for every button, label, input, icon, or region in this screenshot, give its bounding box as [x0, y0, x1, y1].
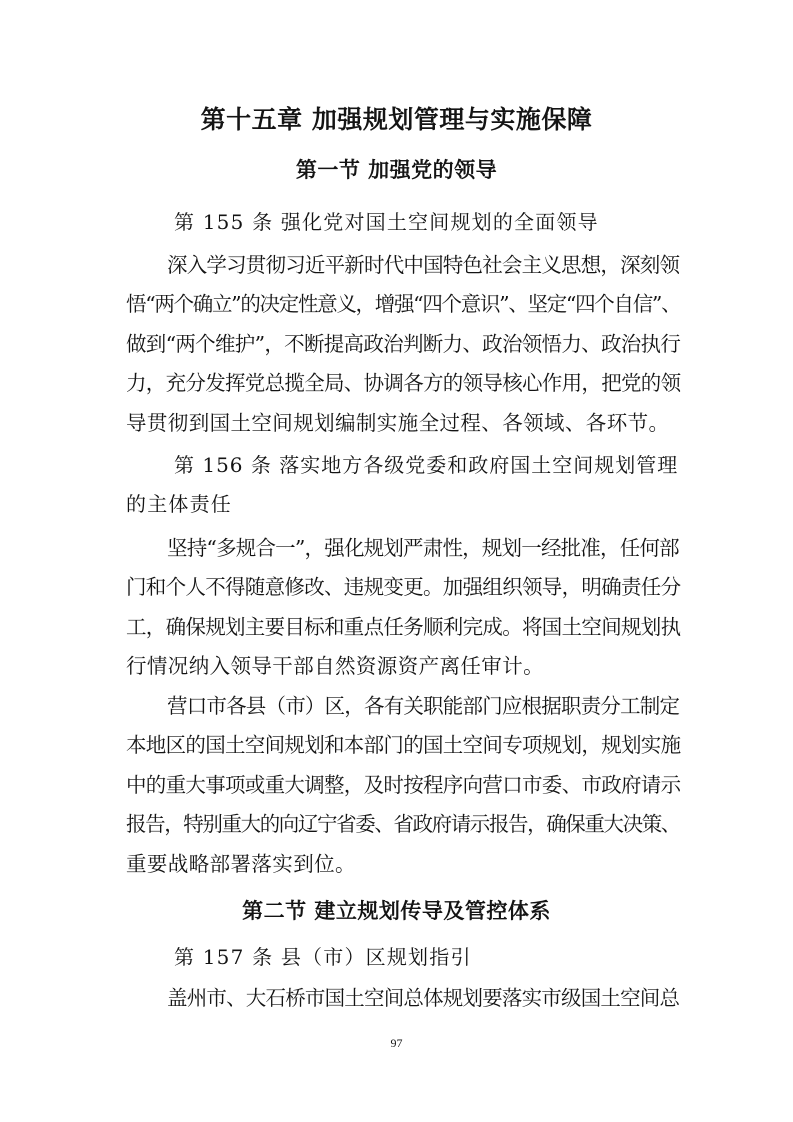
article-155-heading: 第 155 条 强化党对国土空间规划的全面领导	[174, 210, 599, 234]
paragraph-line: 工，确保规划主要目标和重点任务顺利完成。将国土空间规划执	[126, 615, 681, 639]
section-title-2: 第二节 建立规划传导及管控体系	[242, 899, 551, 923]
paragraph-line: 悟“两个确立”的决定性意义，增强“四个意识”、坚定“四个自信”、	[126, 292, 681, 316]
paragraph-line: 力，充分发挥党总揽全局、协调各方的领导核心作用，把党的领	[126, 371, 681, 395]
paragraph-line: 本地区的国土空间规划和本部门的国土空间专项规划，规划实施	[126, 733, 681, 757]
paragraph-line: 中的重大事项或重大调整，及时按程序向营口市委、市政府请示	[126, 773, 681, 797]
paragraph-line: 报告，特别重大的向辽宁省委、省政府请示报告，确保重大决策、	[126, 812, 680, 836]
paragraph-line: 行情况纳入领导干部自然资源资产离任审计。	[126, 654, 544, 678]
paragraph-line: 做到“两个维护”，不断提高政治判断力、政治领悟力、政治执行	[126, 332, 681, 356]
article-156-heading-cont: 的主体责任	[126, 492, 232, 516]
paragraph-line: 坚持“多规合一”，强化规划严肃性，规划一经批准，任何部	[167, 536, 679, 560]
article-157-heading: 第 157 条 县（市）区规划指引	[174, 945, 472, 969]
paragraph-line: 重要战略部署落实到位。	[126, 852, 356, 876]
paragraph-line: 营口市各县（市）区，各有关职能部门应根据职责分工制定	[167, 694, 680, 718]
article-156-heading: 第 156 条 落实地方各级党委和政府国土空间规划管理	[174, 453, 679, 477]
paragraph-line: 深入学习贯彻习近平新时代中国特色社会主义思想，深刻领	[167, 253, 680, 277]
section-title-1: 第一节 加强党的领导	[295, 158, 498, 182]
page-number: 97	[390, 1036, 403, 1050]
chapter-title: 第十五章 加强规划管理与实施保障	[200, 105, 593, 134]
paragraph-line: 盖州市、大石桥市国土空间总体规划要落实市级国土空间总	[167, 986, 680, 1010]
paragraph-line: 门和个人不得随意修改、违规变更。加强组织领导，明确责任分	[126, 575, 681, 599]
paragraph-line: 导贯彻到国土空间规划编制实施全过程、各领域、各环节。	[126, 411, 670, 435]
